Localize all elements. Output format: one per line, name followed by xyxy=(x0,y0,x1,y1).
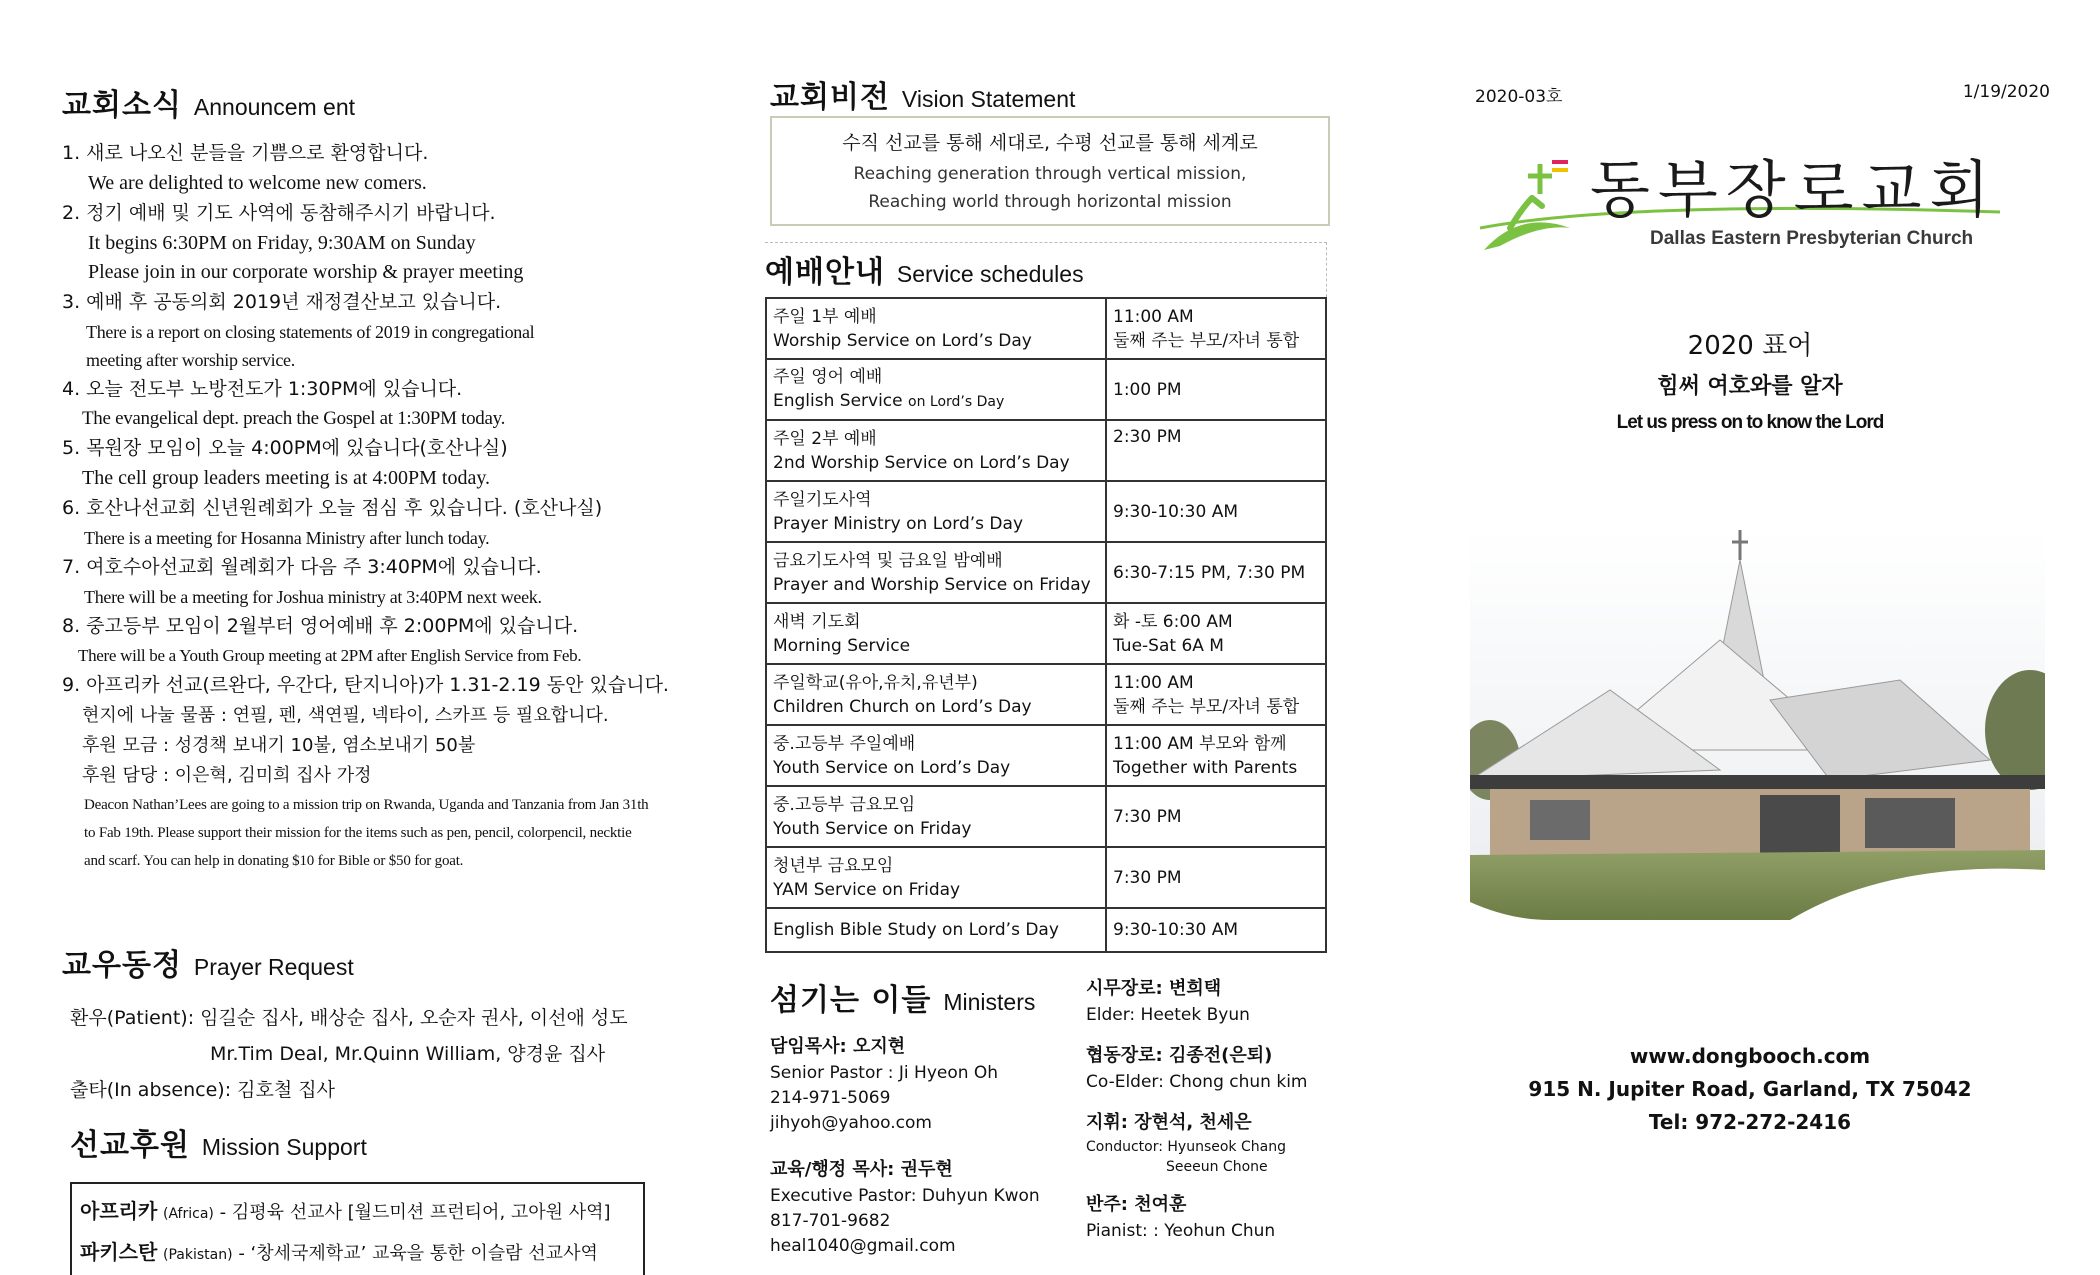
announcement-item-8 xyxy=(62,611,682,670)
prayer-patients: 환우(Patient): 임길순 집사, 배상순 집사, 오순자 권사, 이선애 성도 xyxy=(70,1007,628,1029)
pianist-name: Pianist: : Yeohun Chun xyxy=(1086,1221,1276,1241)
table-row xyxy=(766,908,1326,952)
table-row xyxy=(766,847,1326,908)
announcement-en: There is a report on closing statements of 2019 in congregational xyxy=(86,322,535,342)
announcement-item-5 xyxy=(62,433,682,493)
time-1: 6:30-7:15 PM, 7:30 PM xyxy=(1113,562,1306,583)
announcement-en: We are delighted to welcome new comers. xyxy=(88,172,427,194)
announcement-item-7 xyxy=(62,552,682,611)
time-1: 7:30 PM xyxy=(1113,867,1182,888)
service-name xyxy=(766,298,1106,359)
service-en: Children Church on Lord’s Day xyxy=(773,696,1032,717)
table-row xyxy=(766,359,1326,420)
church-website-link[interactable]: www.dongbooch.com xyxy=(1629,1044,1871,1068)
table-row xyxy=(766,298,1326,359)
announcement-item-6 xyxy=(62,493,682,552)
motto-block xyxy=(1500,325,2000,439)
time-2: 둘째 주는 부모/자녀 통합 xyxy=(1113,330,1300,351)
announcement-en: The evangelical dept. preach the Gospel at 1:30PM today. xyxy=(82,408,506,429)
service-name xyxy=(766,786,1106,847)
table-row xyxy=(766,786,1326,847)
mission-region: 아프리카 xyxy=(80,1199,158,1223)
service-en: Youth Service on Friday xyxy=(773,818,972,839)
elder-name: Elder: Heetek Byun xyxy=(1086,1005,1250,1025)
service-name xyxy=(766,542,1106,603)
spacer xyxy=(1086,1095,1336,1109)
time-1: 9:30-10:30 AM xyxy=(1113,920,1239,940)
logo-text-en: Dallas Eastern Presbyterian Church xyxy=(1650,228,1974,249)
table-row xyxy=(766,542,1326,603)
schedule-section xyxy=(765,242,1327,953)
service-time xyxy=(1106,542,1326,603)
service-time xyxy=(1106,298,1326,359)
mission-region-en: (Africa) xyxy=(163,1206,214,1222)
vision-en-2: Reaching world through horizontal mission xyxy=(868,192,1232,212)
service-time xyxy=(1106,603,1326,664)
mission-detail: - ‘창세국제학교’ 교육을 통한 이슬람 선교사역 xyxy=(238,1243,598,1264)
service-ko: 청년부 금요모임 xyxy=(773,855,894,876)
time-1: 1:00 PM xyxy=(1113,379,1182,400)
service-ko: 주일 영어 예배 xyxy=(773,367,883,387)
mission-region: 파키스탄 xyxy=(80,1240,158,1264)
time-2: 둘째 주는 부모/자녀 통합 xyxy=(1113,696,1300,717)
spacer xyxy=(1086,1028,1336,1042)
announcement-en: There will be a meeting for Joshua ministry at 3:40PM next week. xyxy=(84,587,542,607)
ministers-right xyxy=(1086,975,1336,1244)
church-phone: Tel: 972-272-2416 xyxy=(1648,1110,1852,1134)
time-1: 11:00 AM xyxy=(1113,672,1194,693)
ministers-left xyxy=(770,1033,1060,1259)
service-name xyxy=(766,908,1106,952)
service-name xyxy=(766,481,1106,542)
service-en-small: on Lord’s Day xyxy=(908,394,1005,410)
announcement-en-2: meeting after worship service. xyxy=(86,350,295,370)
table-row xyxy=(766,664,1326,725)
announcement-sub-3: 후원 담당 : 이은혁, 김미희 집사 가정 xyxy=(82,765,372,786)
announcement-item-1 xyxy=(62,138,682,198)
service-name xyxy=(766,603,1106,664)
time-2: Together with Parents xyxy=(1113,757,1298,778)
service-time xyxy=(1106,481,1326,542)
senior-pastor-email: jihyoh@yahoo.com xyxy=(770,1113,932,1133)
mission-detail: - 김평육 선교사 [월드미션 프런티어, 고아원 사역] xyxy=(219,1202,611,1223)
conductor-role: 지휘: 장현석, 천세은 xyxy=(1086,1112,1252,1133)
service-en: Youth Service on Lord’s Day xyxy=(773,757,1011,778)
mission-title-ko: 선교후원 xyxy=(70,1128,190,1163)
announcement-en-2: Please join in our corporate worship & prayer meeting xyxy=(88,261,524,283)
announcement-en: The cell group leaders meeting is at 4:00PM today. xyxy=(82,467,491,489)
service-name xyxy=(766,664,1106,725)
senior-pastor-role: 담임목사: 오지현 xyxy=(770,1036,906,1057)
prayer-title-ko: 교우동정 xyxy=(62,948,182,983)
prayer-section xyxy=(62,940,682,1108)
service-en: YAM Service on Friday xyxy=(773,879,961,900)
vision-section xyxy=(770,72,1330,226)
service-en: Prayer Ministry on Lord’s Day xyxy=(773,513,1024,534)
service-time xyxy=(1106,420,1326,481)
conductor-name: Conductor: Hyunseok Chang xyxy=(1086,1139,1286,1155)
announcement-item-9 xyxy=(62,670,682,875)
service-en: Worship Service on Lord’s Day xyxy=(773,330,1032,351)
pianist-role: 반주: 천여훈 xyxy=(1086,1194,1187,1215)
spacer xyxy=(770,1136,1060,1156)
announcement-sub-2: 후원 모금 : 성경책 보내기 10불, 염소보내기 50불 xyxy=(82,735,476,756)
service-name xyxy=(766,420,1106,481)
service-ko: 주일기도사역 xyxy=(773,489,872,510)
time-1: 7:30 PM xyxy=(1113,806,1182,827)
announcements-title-en: Announcem ent xyxy=(193,94,356,120)
motto-year: 2020 표어 xyxy=(1687,331,1813,361)
announcement-en: It begins 6:30PM on Friday, 9:30AM on Sunday xyxy=(88,232,476,254)
announcement-list xyxy=(62,138,682,875)
service-ko: 중.고등부 주일예배 xyxy=(773,733,916,754)
contact-block xyxy=(1490,1040,2010,1139)
announcement-ko: 4. 오늘 전도부 노방전도가 1:30PM에 있습니다. xyxy=(62,378,463,400)
announcement-item-4 xyxy=(62,374,682,433)
service-time xyxy=(1106,359,1326,420)
schedule-title-ko: 예배안내 xyxy=(765,255,885,290)
service-en: English Bible Study on Lord’s Day xyxy=(773,920,1059,940)
service-time xyxy=(1106,786,1326,847)
service-en: Prayer and Worship Service on Friday xyxy=(773,574,1091,595)
announcement-ko: 6. 호산나선교회 신년원례회가 오늘 점심 후 있습니다. (호산나실) xyxy=(62,497,603,519)
announcement-en-paragraph: Deacon Nathan’Lees are going to a mission trip on Rwanda, Uganda and Tanzania from Jan 31th to Fab 19th. Please support their mission for the items such as pen, pencil, colorpencil, necktie and scarf. You can help in donating $10 for Bible or $50 for goat. xyxy=(84,797,649,869)
announcement-item-3 xyxy=(62,287,682,374)
mission-section xyxy=(70,1120,650,1275)
issue-number: 2020-03호 xyxy=(1475,87,1563,107)
time-1: 11:00 AM xyxy=(1113,306,1194,327)
prayer-heading xyxy=(62,940,682,984)
motto-ko: 힘써 여호와를 알자 xyxy=(1657,374,1843,399)
announcement-ko: 9. 아프리카 선교(르완다, 우간다, 탄지니아)가 1.31-2.19 동안 있습니다. xyxy=(62,674,669,696)
time-2: Tue-Sat 6A M xyxy=(1113,635,1224,656)
exec-pastor-role: 교육/행정 목사: 권두현 xyxy=(770,1159,953,1180)
service-en xyxy=(773,389,1099,414)
announcement-item-2 xyxy=(62,198,682,287)
vision-title-ko: 교회비전 xyxy=(770,80,890,115)
prayer-title-en: Prayer Request xyxy=(193,954,354,980)
service-time xyxy=(1106,847,1326,908)
mission-heading xyxy=(70,1120,650,1164)
ministers-title-en: Ministers xyxy=(943,989,1036,1015)
schedule-table xyxy=(765,297,1327,953)
service-en: Morning Service xyxy=(773,635,911,656)
ministers-heading xyxy=(770,975,1035,1019)
service-name xyxy=(766,725,1106,786)
service-ko: 주일학교(유아,유치,유년부) xyxy=(773,672,978,693)
announcement-ko: 7. 여호수아선교회 월례회가 다음 주 3:40PM에 있습니다. xyxy=(62,556,542,578)
coelder-role: 협동장로: 김종전(은퇴) xyxy=(1086,1045,1273,1066)
service-ko: 새벽 기도회 xyxy=(773,611,861,632)
vision-ko: 수직 선교를 통해 세대로, 수평 선교를 통해 세계로 xyxy=(842,132,1258,154)
table-row xyxy=(766,603,1326,664)
spacer xyxy=(1086,1177,1336,1191)
announcement-ko: 5. 목원장 모임이 오늘 4:00PM에 있습니다(호산나실) xyxy=(62,437,508,459)
schedule-heading xyxy=(765,242,1327,297)
conductor-name-2: Seeeun Chone xyxy=(1166,1159,1268,1175)
service-time xyxy=(1106,664,1326,725)
service-ko: 금요기도사역 및 금요일 밤예배 xyxy=(773,550,1003,571)
time-1: 11:00 AM 부모와 함께 xyxy=(1113,733,1287,754)
announcement-ko: 1. 새로 나오신 분들을 기쁨으로 환영합니다. xyxy=(62,142,429,164)
coelder-name: Co-Elder: Chong chun kim xyxy=(1086,1072,1308,1092)
announcements-title-ko: 교회소식 xyxy=(62,88,182,123)
announcement-en: There is a meeting for Hosanna Ministry after lunch today. xyxy=(84,528,490,548)
service-time xyxy=(1106,908,1326,952)
service-ko: 주일 1부 예배 xyxy=(773,306,877,327)
announcement-ko: 3. 예배 후 공동의회 2019년 재정결산보고 있습니다. xyxy=(62,291,502,313)
service-name xyxy=(766,359,1106,420)
ministers-title-ko: 섬기는 이들 xyxy=(770,983,932,1018)
logo-text-ko: 동부장로교회 xyxy=(1590,153,1998,226)
mission-box xyxy=(70,1182,645,1275)
senior-pastor-name: Senior Pastor : Ji Hyeon Oh xyxy=(770,1063,999,1083)
announcements-section xyxy=(62,80,682,875)
mission-row-pakistan xyxy=(80,1233,635,1274)
service-ko: 중.고등부 금요모임 xyxy=(773,794,916,815)
announcement-en: There will be a Youth Group meeting at 2PM after English Service from Feb. xyxy=(78,646,582,665)
mission-title-en: Mission Support xyxy=(201,1134,367,1160)
table-row xyxy=(766,420,1326,481)
service-name xyxy=(766,847,1106,908)
issue-date: 1/19/2020 xyxy=(1962,82,2050,102)
church-logo xyxy=(1480,140,2020,260)
exec-pastor-name: Executive Pastor: Duhyun Kwon xyxy=(770,1186,1040,1206)
vision-title-en: Vision Statement xyxy=(901,86,1076,112)
motto-en: Let us press on to know the Lord xyxy=(1616,412,1884,433)
vision-en-1: Reaching generation through vertical mission, xyxy=(853,164,1247,184)
mission-row-africa xyxy=(80,1192,635,1233)
prayer-patients-2: Mr.Tim Deal, Mr.Quinn William, 양경윤 집사 xyxy=(210,1043,606,1065)
service-ko: 주일 2부 예배 xyxy=(773,428,877,449)
table-row xyxy=(766,725,1326,786)
time-1: 2:30 PM xyxy=(1113,427,1182,447)
service-en-main: English Service xyxy=(773,391,903,411)
service-en: 2nd Worship Service on Lord’s Day xyxy=(773,452,1070,473)
church-address: 915 N. Jupiter Road, Garland, TX 75042 xyxy=(1528,1077,1972,1101)
elder-role: 시무장로: 변희택 xyxy=(1086,978,1222,999)
mission-region-en: (Pakistan) xyxy=(163,1247,233,1263)
announcement-ko: 8. 중고등부 모임이 2월부터 영어예배 후 2:00PM에 있습니다. xyxy=(62,615,579,637)
time-1: 화 -토 6:00 AM xyxy=(1113,611,1233,632)
church-building-image xyxy=(1470,530,2045,920)
prayer-body xyxy=(62,1000,682,1108)
time-1: 9:30-10:30 AM xyxy=(1113,501,1239,522)
announcement-sub-1: 현지에 나눌 물품 : 연필, 펜, 색연필, 넥타이, 스카프 등 필요합니다. xyxy=(82,705,609,726)
service-time xyxy=(1106,725,1326,786)
table-row xyxy=(766,481,1326,542)
exec-pastor-phone: 817-701-9682 xyxy=(770,1211,891,1231)
prayer-absence: 출타(In absence): 김호철 집사 xyxy=(70,1079,335,1101)
vision-heading xyxy=(770,72,1330,116)
exec-pastor-email: heal1040@gmail.com xyxy=(770,1236,956,1256)
schedule-title-en: Service schedules xyxy=(896,261,1084,287)
announcements-heading xyxy=(62,80,682,124)
vision-box xyxy=(770,116,1330,226)
announcement-ko: 2. 정기 예배 및 기도 사역에 동참해주시기 바랍니다. xyxy=(62,202,496,224)
senior-pastor-phone: 214-971-5069 xyxy=(770,1088,891,1108)
